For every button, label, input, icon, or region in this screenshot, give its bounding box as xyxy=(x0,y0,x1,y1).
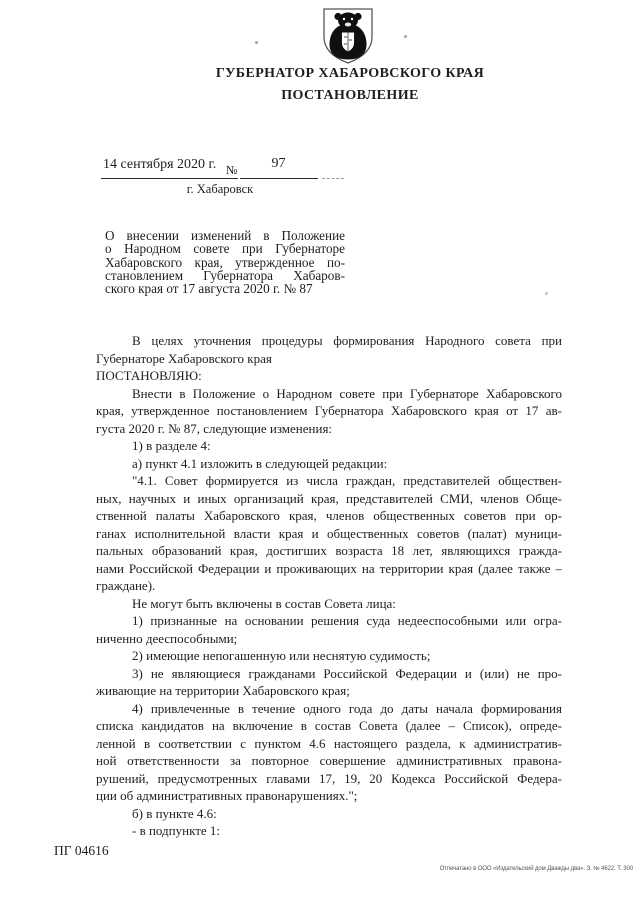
body-line: б) в пункте 4.6: xyxy=(132,805,217,821)
body-line: Не могут быть включены в состав Совета лица: xyxy=(132,595,396,611)
blank-code: ПГ 04616 xyxy=(54,843,109,858)
number-underline xyxy=(240,178,318,179)
body-line: - в подпункте 1: xyxy=(132,823,221,838)
document-number: 97 xyxy=(271,156,286,171)
body-line: Губернаторе Хабаровского края xyxy=(96,350,272,366)
subject-line: становлением Губернатора Хабаров- xyxy=(105,267,345,283)
subject-line: о Народном совете при Губернаторе xyxy=(105,241,345,257)
subject-line: О внесении изменений в Положение xyxy=(105,228,345,243)
subject-block xyxy=(105,229,345,295)
body-line: граждане). xyxy=(96,578,156,593)
body-line: 3) не являющиеся гражданами Российской Федерации и (или) не про- xyxy=(132,665,562,681)
scan-speck xyxy=(255,41,258,44)
body-line: ной ответственности за повторное совершение административных правона- xyxy=(96,753,562,768)
date-underline xyxy=(101,178,238,179)
body-line: "4.1. Совет формируется из числа граждан, представителей обществен- xyxy=(132,473,562,488)
body-line: густа 2020 г. № 87, следующие изменения: xyxy=(96,420,333,436)
document-type-title: ПОСТАНОВЛЕНИЕ xyxy=(281,88,419,103)
body-line: Внести в Положение о Народном совете при Губернаторе Хабаровского xyxy=(132,385,562,401)
body-line: нами Российской Федерации и проживающих на территории края (далее также – xyxy=(96,560,562,576)
document-date: 14 сентября 2020 г. xyxy=(103,157,217,172)
scan-speck xyxy=(545,292,548,295)
number-sign: № xyxy=(226,163,238,177)
body-line: 1) признанные на основании решения суда недееспособными или огра- xyxy=(132,613,562,628)
print-shop-note: Отпечатано в ООО «Издательский дом Дважды два». З. № 4622. Т. 300 xyxy=(439,866,633,872)
body-line: списка кандидатов на включение в состав Совета (далее – Список), опреде- xyxy=(96,718,562,733)
body-line: 2) имеющие непогашенную или неснятую судимость; xyxy=(132,648,431,663)
body-line: ниченно дееспособными; xyxy=(96,630,238,646)
body-text-block xyxy=(96,332,562,840)
body-line: рушений, предусмотренных главами 17, 19, 20 Кодекса Российской Федера- xyxy=(96,770,562,786)
body-line: края, утвержденное постановлением Губернатора Хабаровского края от 17 ав- xyxy=(96,403,562,418)
scan-speck xyxy=(404,35,407,38)
body-line: В целях уточнения процедуры формирования Народного совета при xyxy=(132,333,562,348)
city-label: г. Хабаровск xyxy=(186,182,254,196)
subject-line: Хабаровского края, утвержденное по- xyxy=(105,254,345,270)
issuer-title: ГУБЕРНАТОР ХАБАРОВСКОГО КРАЯ xyxy=(215,66,485,81)
underline-dash xyxy=(322,178,344,179)
body-line: 4) привлеченные в течение одного года до даты начала формирования xyxy=(132,700,562,716)
body-line: а) пункт 4.1 изложить в следующей редакции: xyxy=(132,455,388,471)
body-line: пальных образований края, достигших возраста 18 лет, являющихся гражда- xyxy=(96,543,562,558)
body-line: ганах исполнительной власти края и общественных советов (палат) муници- xyxy=(96,525,562,541)
coat-of-arms-icon xyxy=(321,7,375,65)
body-line: ции об административных правонарушениях."; xyxy=(96,788,358,803)
subject-line: ского края от 17 августа 2020 г. № 87 xyxy=(105,281,313,297)
body-line: живающие на территории Хабаровского края; xyxy=(96,683,350,698)
body-line: ПОСТАНОВЛЯЮ: xyxy=(96,368,202,383)
body-line: ственной палаты Хабаровского края, членов общественных советов при ор- xyxy=(96,508,562,523)
body-line: ленной в соответствии с пунктом 4.6 настоящего раздела, к административ- xyxy=(96,735,562,751)
body-line: 1) в разделе 4: xyxy=(132,438,211,453)
body-line: ных, научных и иных организаций края, представителей СМИ, членов Обще- xyxy=(96,490,562,506)
